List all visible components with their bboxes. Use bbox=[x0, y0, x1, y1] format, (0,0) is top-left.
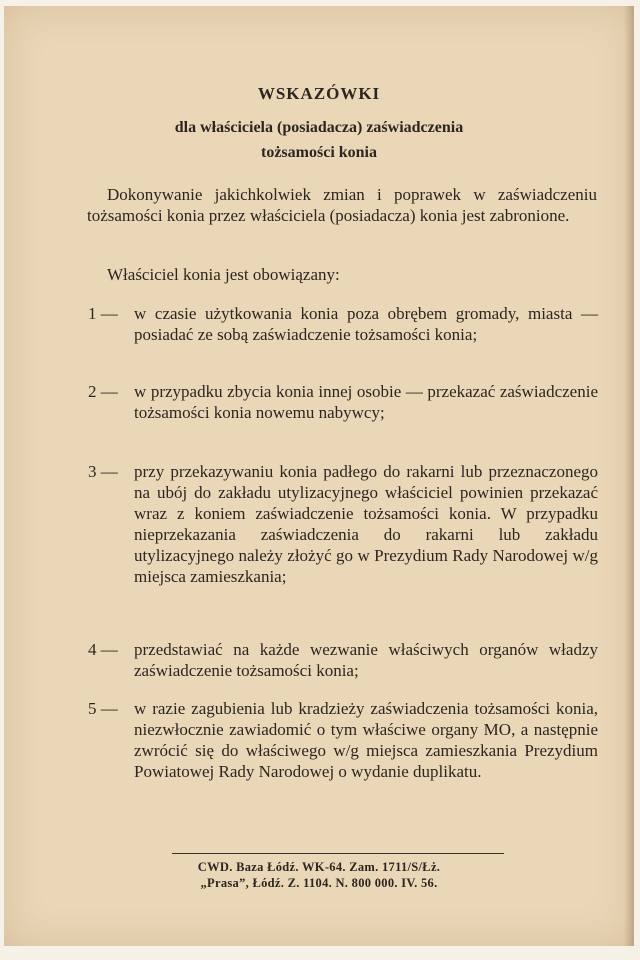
list-item-number: 1 — bbox=[88, 304, 118, 323]
list-item bbox=[88, 639, 598, 681]
obligation-heading: Właściciel konia jest obowiązany: bbox=[107, 265, 340, 284]
document-title: WSKAZÓWKI bbox=[257, 84, 381, 103]
document-page bbox=[4, 6, 634, 946]
list-item-text: w przypadku zbycia konia innej osobie — przekazać zaświadczenie tożsamości konia nowemu nabywcy; bbox=[134, 382, 598, 422]
list-item-text: przedstawiać na każde wezwanie właściwych organów władzy zaświadczenie tożsamości konia; bbox=[134, 640, 598, 680]
list-item-number: 3 — bbox=[88, 462, 118, 481]
list-item bbox=[88, 461, 598, 587]
list-item-text: przy przekazywaniu konia padłego do rakarni lub przeznaczonego na ubój do zakładu utylizacyjnego właściciel powinien przekazać wraz z koniem zaświadczenie tożsamości konia. W przypadku nieprzekazania zaświadczenia do rakarni lub zakładu utylizacyjnego należy złożyć go w Prezydium Rady Narodowej w/g miejsca zamieszkania; bbox=[134, 462, 598, 586]
document-subtitle-line1: dla właściciela (posiadacza) zaświadczenia bbox=[174, 119, 464, 136]
list-item bbox=[88, 698, 598, 782]
document-subtitle-line2: tożsamości konia bbox=[261, 144, 377, 161]
list-item-number: 4 — bbox=[88, 640, 118, 659]
intro-paragraph: Dokonywanie jakichkolwiek zmian i poprawek w zaświadczeniu tożsamości konia przez właściciela (posiadacza) konia jest zabronione. bbox=[87, 185, 597, 225]
list-item-text: w razie zagubienia lub kradzieży zaświadczenia tożsamości konia, niezwłocznie zawiadomić o tym właściwe organy MO, a następnie zwrócić się do właściwego w/g miejsca zamieszkania Prezydium Powiatowej Rady Narodowej o wydanie duplikatu. bbox=[134, 699, 598, 781]
list-item-number: 5 — bbox=[88, 699, 118, 718]
list-item-number: 2 — bbox=[88, 382, 118, 401]
list-item bbox=[88, 381, 598, 423]
list-item-text: w czasie użytkowania konia poza obrębem gromady, miasta — posiadać ze sobą zaświadczenie tożsamości konia; bbox=[134, 304, 598, 344]
footer-divider bbox=[172, 853, 504, 854]
printer-imprint-line2: „Prasa”, Łódź. Z. 1104. N. 800 000. IV. 56. bbox=[200, 876, 438, 890]
list-item bbox=[88, 303, 598, 345]
printer-imprint-line1: CWD. Baza Łódź. WK-64. Zam. 1711/S/Łż. bbox=[197, 860, 441, 874]
